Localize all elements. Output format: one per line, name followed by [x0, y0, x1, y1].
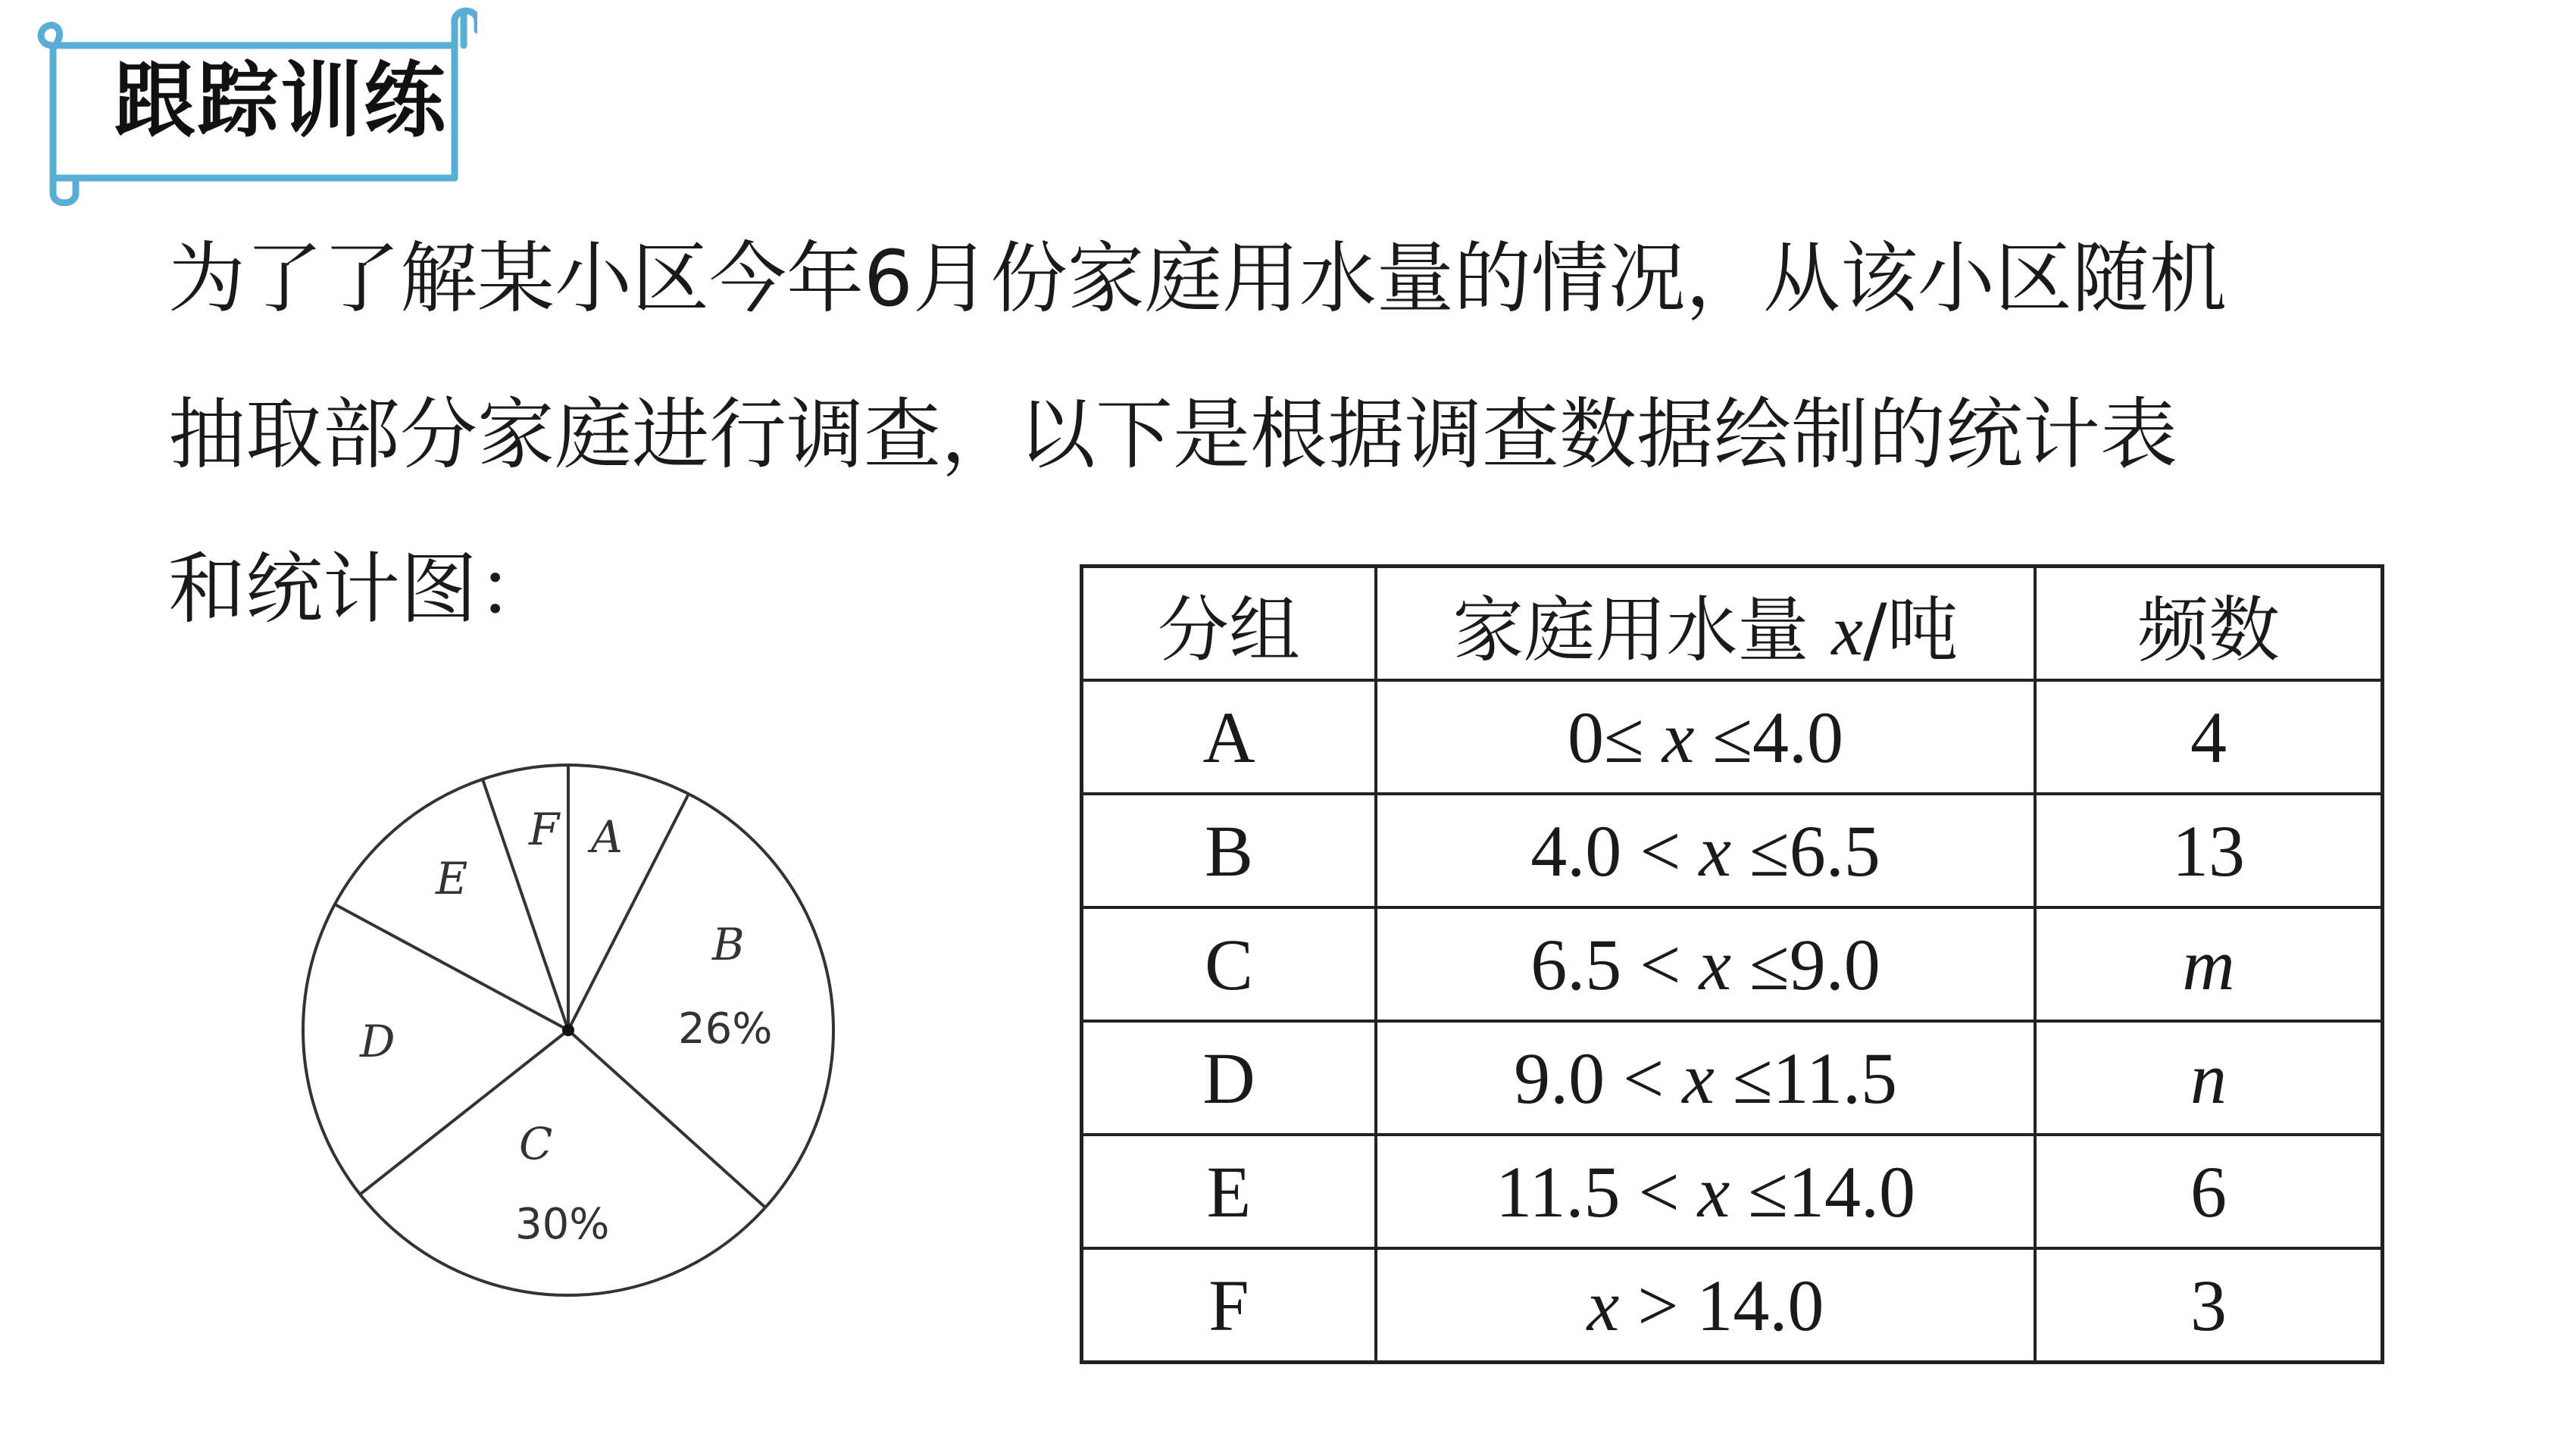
- cell-range: [1376, 794, 2035, 907]
- header-frequency: 频数: [2035, 567, 2383, 681]
- slice-label-d: D: [360, 1016, 395, 1067]
- header-usage-var: x: [1831, 591, 1863, 670]
- range-var: x: [1699, 923, 1732, 1005]
- cell-frequency: 6: [2035, 1135, 2383, 1248]
- cell-frequency: n: [2035, 1021, 2383, 1135]
- table-header-row: [1082, 567, 2383, 681]
- slice-label-b: B: [712, 919, 745, 970]
- range-var: x: [1682, 1037, 1715, 1119]
- cell-range: [1376, 907, 2035, 1021]
- header-group: 分组: [1082, 567, 1377, 681]
- problem-line-1: 为了了解某小区今年6月份家庭用水量的情况，从该小区随机: [168, 234, 2227, 324]
- range-after: ≤14.0: [1730, 1151, 1915, 1232]
- range-after: > 14.0: [1619, 1264, 1824, 1346]
- cell-frequency: 4: [2035, 680, 2383, 794]
- banner-title: 跟踪训练: [114, 54, 448, 148]
- slice-label-e: E: [436, 853, 468, 904]
- cell-frequency: 3: [2035, 1248, 2383, 1363]
- slice-percent-c: 30%: [515, 1200, 610, 1249]
- problem-line-3: 和统计图：: [168, 545, 555, 635]
- range-after: ≤11.5: [1714, 1037, 1897, 1119]
- pie-chart: [288, 750, 849, 1310]
- table-row: [1082, 794, 2383, 907]
- slice-label-a: A: [591, 811, 623, 863]
- range-before: 4.0 <: [1530, 810, 1699, 892]
- table-row: [1082, 1248, 2383, 1363]
- cell-group: A: [1082, 680, 1377, 794]
- header-usage: [1376, 567, 2035, 681]
- section-banner: [30, 8, 477, 206]
- cell-group: B: [1082, 794, 1377, 907]
- cell-range: [1376, 680, 2035, 794]
- range-var: x: [1587, 1264, 1620, 1346]
- range-var: x: [1662, 696, 1695, 778]
- frequency-table: [1080, 564, 2384, 1364]
- range-before: 9.0 <: [1514, 1037, 1683, 1119]
- slice-label-f: F: [529, 804, 560, 855]
- table-row: [1082, 680, 2383, 794]
- cell-group: D: [1082, 1021, 1377, 1135]
- table-row: [1082, 1135, 2383, 1248]
- table-row: [1082, 907, 2383, 1021]
- header-usage-prefix: 家庭用水量: [1452, 589, 1832, 672]
- range-var: x: [1697, 1151, 1730, 1232]
- range-var: x: [1699, 810, 1732, 892]
- problem-line-2: 抽取部分家庭进行调查，以下是根据调查数据绘制的统计表: [168, 390, 2177, 480]
- header-usage-unit: /吨: [1862, 589, 1959, 672]
- range-before: 0≤: [1568, 696, 1662, 778]
- cell-range: [1376, 1248, 2035, 1363]
- cell-frequency: 13: [2035, 794, 2383, 907]
- cell-group: F: [1082, 1248, 1377, 1363]
- table-row: [1082, 1021, 2383, 1135]
- range-before: 6.5 <: [1530, 923, 1699, 1005]
- range-after: ≤6.5: [1731, 810, 1880, 892]
- cell-group: C: [1082, 907, 1377, 1021]
- slice-percent-b: 26%: [678, 1004, 773, 1054]
- table-body: [1082, 680, 2383, 1363]
- cell-range: [1376, 1135, 2035, 1248]
- range-after: ≤9.0: [1731, 923, 1880, 1005]
- range-after: ≤4.0: [1694, 696, 1843, 778]
- slice-label-c: C: [519, 1118, 553, 1170]
- cell-frequency: m: [2035, 907, 2383, 1021]
- range-before: 11.5 <: [1496, 1151, 1698, 1232]
- pie-center-dot: [562, 1024, 574, 1036]
- cell-range: [1376, 1021, 2035, 1135]
- cell-group: E: [1082, 1135, 1377, 1248]
